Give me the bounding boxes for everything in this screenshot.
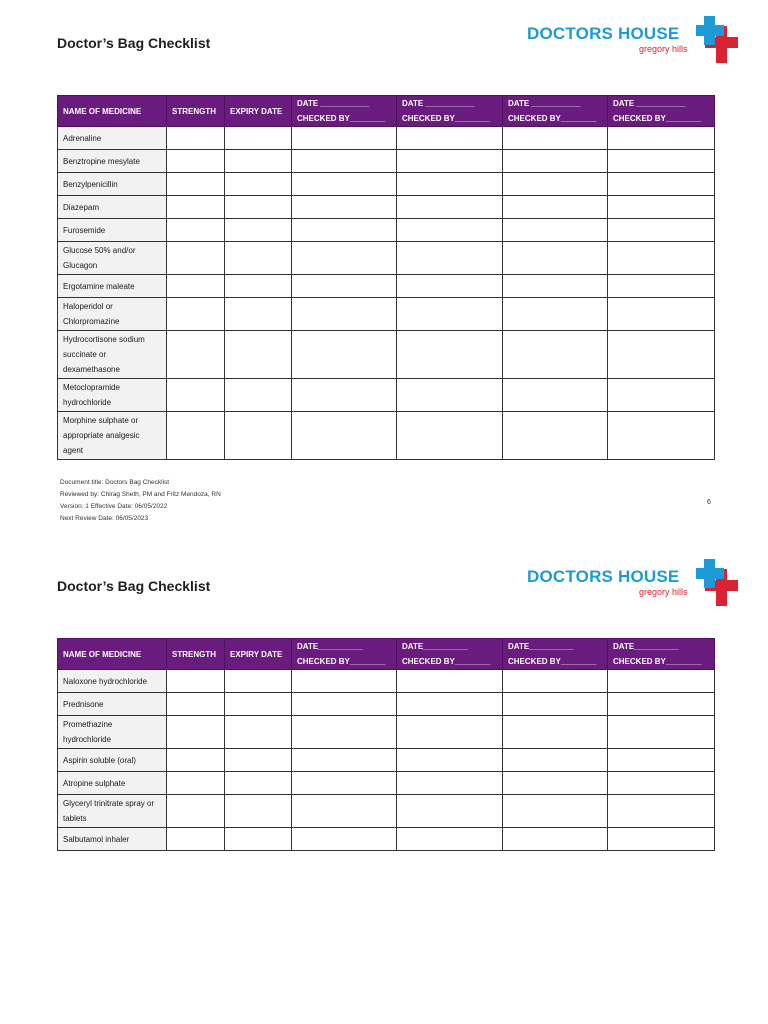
- table-row: [58, 275, 715, 298]
- column-header-strength: STRENGTH: [167, 96, 225, 127]
- table-row: [58, 298, 715, 331]
- expiry-date-cell[interactable]: [225, 693, 292, 716]
- check-4-cell[interactable]: [608, 693, 715, 716]
- column-header-check-1: [292, 96, 397, 127]
- column-header-check-2: [397, 639, 503, 670]
- check-4-cell[interactable]: [608, 749, 715, 772]
- date-label: DATE ___________: [508, 99, 581, 108]
- check-2-cell[interactable]: [397, 219, 503, 242]
- check-1-cell[interactable]: [292, 219, 397, 242]
- medicine-checklist-table: [57, 95, 715, 460]
- column-header-name: NAME OF MEDICINE: [58, 96, 167, 127]
- check-4-cell[interactable]: [608, 772, 715, 795]
- check-3-cell[interactable]: [503, 795, 608, 828]
- check-4-cell[interactable]: [608, 196, 715, 219]
- medicine-name-cell: Furosemide: [58, 219, 167, 242]
- check-4-cell[interactable]: [608, 795, 715, 828]
- check-2-cell[interactable]: [397, 298, 503, 331]
- check-4-cell[interactable]: [608, 379, 715, 412]
- column-header-check-4: [608, 639, 715, 670]
- header-row: [58, 96, 715, 127]
- check-2-cell[interactable]: [397, 150, 503, 173]
- check-1-cell[interactable]: [292, 173, 397, 196]
- check-2-cell[interactable]: [397, 828, 503, 851]
- expiry-date-cell[interactable]: [225, 670, 292, 693]
- date-label: DATE ___________: [613, 99, 686, 108]
- expiry-date-cell[interactable]: [225, 127, 292, 150]
- check-3-cell[interactable]: [503, 412, 608, 460]
- check-4-cell[interactable]: [608, 412, 715, 460]
- strength-cell[interactable]: [167, 670, 225, 693]
- strength-cell[interactable]: [167, 772, 225, 795]
- medicine-name-cell: Adrenaline: [58, 127, 167, 150]
- check-1-cell[interactable]: [292, 749, 397, 772]
- check-4-cell[interactable]: [608, 275, 715, 298]
- check-1-cell[interactable]: [292, 693, 397, 716]
- column-header-expiry: EXPIRY DATE: [225, 96, 292, 127]
- medicine-name-cell: Metoclopramide hydrochloride: [58, 379, 167, 412]
- check-3-cell[interactable]: [503, 173, 608, 196]
- check-2-cell[interactable]: [397, 749, 503, 772]
- table-row: [58, 749, 715, 772]
- checked-by-label: CHECKED BY________: [508, 657, 597, 666]
- check-1-cell[interactable]: [292, 127, 397, 150]
- expiry-date-cell[interactable]: [225, 242, 292, 275]
- strength-cell[interactable]: [167, 150, 225, 173]
- strength-cell[interactable]: [167, 127, 225, 150]
- checked-by-label: CHECKED BY________: [508, 114, 597, 123]
- check-4-cell[interactable]: [608, 173, 715, 196]
- strength-cell[interactable]: [167, 331, 225, 379]
- date-label: DATE__________: [297, 642, 363, 651]
- table-row: [58, 173, 715, 196]
- table-row: [58, 127, 715, 150]
- table-row: [58, 196, 715, 219]
- check-2-cell[interactable]: [397, 242, 503, 275]
- strength-cell[interactable]: [167, 716, 225, 749]
- expiry-date-cell[interactable]: [225, 150, 292, 173]
- expiry-date-cell[interactable]: [225, 795, 292, 828]
- medicine-name-cell: Prednisone: [58, 693, 167, 716]
- date-label: DATE ___________: [297, 99, 370, 108]
- check-1-cell[interactable]: [292, 670, 397, 693]
- check-3-cell[interactable]: [503, 298, 608, 331]
- check-2-cell[interactable]: [397, 716, 503, 749]
- date-label: DATE__________: [613, 642, 679, 651]
- strength-cell[interactable]: [167, 242, 225, 275]
- medicine-name-cell: Haloperidol or Chlorpromazine: [58, 298, 167, 331]
- footer-next-review: Next Review Date: 06/05/2023: [60, 515, 149, 522]
- doctors-house-logo: [527, 16, 742, 66]
- check-2-cell[interactable]: [397, 670, 503, 693]
- check-3-cell[interactable]: [503, 150, 608, 173]
- expiry-date-cell[interactable]: [225, 749, 292, 772]
- strength-cell[interactable]: [167, 412, 225, 460]
- expiry-date-cell[interactable]: [225, 298, 292, 331]
- page-title: Doctor’s Bag Checklist: [57, 35, 211, 51]
- logo-subtext: gregory hills: [639, 44, 688, 54]
- table-row: [58, 693, 715, 716]
- check-1-cell[interactable]: [292, 716, 397, 749]
- table-row: [58, 795, 715, 828]
- checked-by-label: CHECKED BY________: [297, 114, 386, 123]
- strength-cell[interactable]: [167, 219, 225, 242]
- strength-cell[interactable]: [167, 196, 225, 219]
- medical-cross-icon: [696, 559, 742, 609]
- medicine-name-cell: Hydrocortisone sodium succinate or dexamethasone: [58, 331, 167, 379]
- table-row: [58, 412, 715, 460]
- check-1-cell[interactable]: [292, 298, 397, 331]
- expiry-date-cell[interactable]: [225, 379, 292, 412]
- header-row: [58, 639, 715, 670]
- doctors-house-logo: [527, 559, 742, 609]
- column-header-strength: STRENGTH: [167, 639, 225, 670]
- footer-reviewed-by: Reviewed by: Chirag Sheth, PM and Fritz Mendoza, RN: [60, 491, 221, 498]
- expiry-date-cell[interactable]: [225, 219, 292, 242]
- strength-cell[interactable]: [167, 379, 225, 412]
- logo-text: DOCTORS HOUSE: [527, 24, 680, 43]
- check-2-cell[interactable]: [397, 772, 503, 795]
- date-label: DATE__________: [508, 642, 574, 651]
- checked-by-label: CHECKED BY________: [402, 657, 491, 666]
- check-2-cell[interactable]: [397, 795, 503, 828]
- table-row: [58, 331, 715, 379]
- column-header-check-2: [397, 96, 503, 127]
- medicine-name-cell: Morphine sulphate or appropriate analgesic agent: [58, 412, 167, 460]
- strength-cell[interactable]: [167, 795, 225, 828]
- checked-by-label: CHECKED BY________: [297, 657, 386, 666]
- medicine-name-cell: Atropine sulphate: [58, 772, 167, 795]
- expiry-date-cell[interactable]: [225, 331, 292, 379]
- check-2-cell[interactable]: [397, 331, 503, 379]
- check-1-cell[interactable]: [292, 331, 397, 379]
- medicine-name-cell: Ergotamine maleate: [58, 275, 167, 298]
- date-label: DATE ___________: [402, 99, 475, 108]
- table-row: [58, 379, 715, 412]
- page-title: Doctor’s Bag Checklist: [57, 578, 211, 594]
- check-4-cell[interactable]: [608, 150, 715, 173]
- table-row: [58, 219, 715, 242]
- check-4-cell[interactable]: [608, 219, 715, 242]
- check-1-cell[interactable]: [292, 828, 397, 851]
- check-3-cell[interactable]: [503, 670, 608, 693]
- check-3-cell[interactable]: [503, 275, 608, 298]
- medicine-name-cell: Benztropine mesylate: [58, 150, 167, 173]
- expiry-date-cell[interactable]: [225, 716, 292, 749]
- check-2-cell[interactable]: [397, 127, 503, 150]
- logo-text: DOCTORS HOUSE: [527, 567, 680, 586]
- check-3-cell[interactable]: [503, 219, 608, 242]
- column-header-check-1: [292, 639, 397, 670]
- column-header-check-4: [608, 96, 715, 127]
- check-1-cell[interactable]: [292, 379, 397, 412]
- expiry-date-cell[interactable]: [225, 828, 292, 851]
- table-row: [58, 828, 715, 851]
- date-label: DATE__________: [402, 642, 468, 651]
- check-4-cell[interactable]: [608, 716, 715, 749]
- column-header-check-3: [503, 96, 608, 127]
- strength-cell[interactable]: [167, 173, 225, 196]
- column-header-check-3: [503, 639, 608, 670]
- expiry-date-cell[interactable]: [225, 412, 292, 460]
- check-3-cell[interactable]: [503, 749, 608, 772]
- check-2-cell[interactable]: [397, 412, 503, 460]
- table-row: [58, 670, 715, 693]
- strength-cell[interactable]: [167, 749, 225, 772]
- footer-version: Version: 1 Effective Date: 06/05/2022: [60, 503, 168, 510]
- check-3-cell[interactable]: [503, 828, 608, 851]
- check-4-cell[interactable]: [608, 670, 715, 693]
- check-3-cell[interactable]: [503, 242, 608, 275]
- strength-cell[interactable]: [167, 298, 225, 331]
- strength-cell[interactable]: [167, 275, 225, 298]
- check-3-cell[interactable]: [503, 379, 608, 412]
- expiry-date-cell[interactable]: [225, 275, 292, 298]
- expiry-date-cell[interactable]: [225, 173, 292, 196]
- page-number: 6: [707, 499, 711, 506]
- checked-by-label: CHECKED BY________: [613, 114, 702, 123]
- check-3-cell[interactable]: [503, 772, 608, 795]
- check-1-cell[interactable]: [292, 412, 397, 460]
- check-4-cell[interactable]: [608, 127, 715, 150]
- check-1-cell[interactable]: [292, 795, 397, 828]
- footer-document-title: Document title: Doctors Bag Checklist: [60, 479, 170, 486]
- medicine-name-cell: Glyceryl trinitrate spray or tablets: [58, 795, 167, 828]
- check-1-cell[interactable]: [292, 150, 397, 173]
- check-1-cell[interactable]: [292, 242, 397, 275]
- check-4-cell[interactable]: [608, 242, 715, 275]
- check-2-cell[interactable]: [397, 196, 503, 219]
- checked-by-label: CHECKED BY________: [402, 114, 491, 123]
- check-2-cell[interactable]: [397, 173, 503, 196]
- table-row: [58, 150, 715, 173]
- table-row: [58, 242, 715, 275]
- check-3-cell[interactable]: [503, 693, 608, 716]
- check-2-cell[interactable]: [397, 275, 503, 298]
- check-1-cell[interactable]: [292, 275, 397, 298]
- check-2-cell[interactable]: [397, 379, 503, 412]
- medicine-name-cell: Benzylpenicillin: [58, 173, 167, 196]
- medicine-name-cell: Glucose 50% and/or Glucagon: [58, 242, 167, 275]
- medicine-checklist-table: [57, 638, 715, 851]
- expiry-date-cell[interactable]: [225, 196, 292, 219]
- medicine-name-cell: Diazepam: [58, 196, 167, 219]
- column-header-expiry: EXPIRY DATE: [225, 639, 292, 670]
- expiry-date-cell[interactable]: [225, 772, 292, 795]
- table-row: [58, 772, 715, 795]
- check-3-cell[interactable]: [503, 127, 608, 150]
- medicine-name-cell: Aspirin soluble (oral): [58, 749, 167, 772]
- strength-cell[interactable]: [167, 693, 225, 716]
- check-3-cell[interactable]: [503, 331, 608, 379]
- check-4-cell[interactable]: [608, 298, 715, 331]
- medicine-name-cell: Naloxone hydrochloride: [58, 670, 167, 693]
- check-4-cell[interactable]: [608, 331, 715, 379]
- logo-subtext: gregory hills: [639, 587, 688, 597]
- medicine-name-cell: Salbutamol inhaler: [58, 828, 167, 851]
- checked-by-label: CHECKED BY________: [613, 657, 702, 666]
- check-3-cell[interactable]: [503, 716, 608, 749]
- check-3-cell[interactable]: [503, 196, 608, 219]
- check-1-cell[interactable]: [292, 772, 397, 795]
- check-1-cell[interactable]: [292, 196, 397, 219]
- document-footer: [60, 477, 221, 525]
- check-4-cell[interactable]: [608, 828, 715, 851]
- check-2-cell[interactable]: [397, 693, 503, 716]
- medical-cross-icon: [696, 16, 742, 66]
- medicine-name-cell: Promethazine hydrochloride: [58, 716, 167, 749]
- strength-cell[interactable]: [167, 828, 225, 851]
- table-row: [58, 716, 715, 749]
- column-header-name: NAME OF MEDICINE: [58, 639, 167, 670]
